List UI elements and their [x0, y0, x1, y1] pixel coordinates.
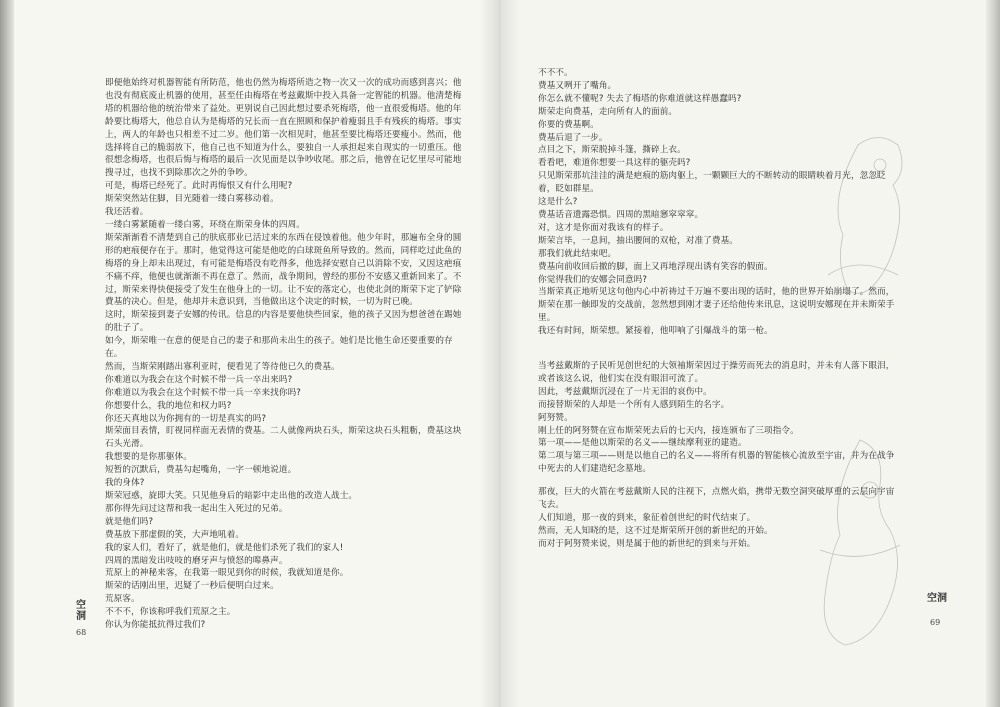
paragraph: 然而，无人知晓的是，这不过是斯荣所开创的新世纪的开始。	[538, 525, 773, 536]
paragraph: 然而，当斯荣刚踏出寡利亚时，便看见了等待他已久的费基。	[105, 361, 340, 372]
paragraph: 即便他始终对机器智能有所防范，他也仍然为梅塔所造之物一次又一次的成功而感到喜兴；他也没有彻底废止机器的使用，甚至任由梅塔在考兹戴斯中投入具备一定智能的机器。他清楚梅塔的机器给他的统治带来了益处。更别说自己因此想过要杀死梅塔，他一直很爱梅塔。他的年龄要比梅塔大，他总自认为是梅塔的兄长而一直在照顾和保护着瘦弱且手有残疾的梅塔。事实上，两人的年龄也只相差不过二岁。他们第一次相见时，他甚至要比梅塔还要瘦小。然而，他选择将自己的脆弱放下，他自己也不知道为什么，要独自一人承担起来自现实的一切重压。他很想念梅塔，也很后悔与梅塔的最后一次见面是以争吵收尾。那之后，他曾在记忆里尽可能地搜寻过，也找不到除那次之外的争吵。	[105, 78, 462, 179]
paragraph: 因此，考兹戴斯沉浸在了一片无泪的哀伤中。	[538, 386, 712, 397]
right-page-text-top	[538, 67, 898, 338]
paragraph: 可是，梅塔已经死了。此时再悔恨又有什么用呢?	[105, 181, 293, 192]
paragraph: 费基放下那虚假的笑，大声地吼着。	[105, 529, 245, 540]
page-number: 69	[930, 618, 941, 627]
paragraph: 费基向前收回后撤的脚，面上又再地浮现出诱有笑容的假面。	[538, 261, 773, 272]
paragraph: 你觉得我们的安娜会同意吗?	[538, 274, 647, 285]
paragraph: 阿努赞。	[538, 412, 573, 423]
paragraph: 我还有时间，斯荣想。紧接着，他叩响了引爆战斗的第一枪。	[538, 326, 773, 337]
paragraph-spacer	[538, 476, 900, 486]
paragraph: 斯荣的话刚出里，迟疑了一秒后便明白过来。	[105, 581, 279, 592]
paragraph: 你想要什么，我的地位和权力吗?	[105, 400, 232, 411]
book-gutter	[480, 0, 520, 707]
paragraph: 我还活着。	[105, 207, 149, 218]
side-title-tag: 空洞	[76, 600, 86, 622]
paragraph: 斯荣面目表情，盯视同样面无表情的费基。二人就像两块石头，斯荣这块石头粗粝，费基这块石头光滑。	[105, 426, 462, 450]
paragraph: 短暂的沉默后，费基勾起嘴角，一字一顿地说道。	[105, 465, 297, 476]
paragraph: 你要的费基啊。	[538, 119, 599, 130]
paragraph: 你难道以为我会在这个时候不带一兵一卒来找你吗?	[105, 387, 301, 398]
paragraph: 只见斯荣那坑洼洼的满是疤痕的筋肉躯上，一颗颗巨大的不断转动的眼睛映着月光，忽忽眨着，眨如群星。	[538, 171, 886, 195]
paragraph: 当斯荣真正地听见这句他内心中祈祷过千万遍不要出现的话时，他的世界开始崩塌了。然而，斯荣在那一触即发的交战前，忽然想到刚才妻子还给他传来讯息，这说明安娜现在并未斯荣手里。	[538, 287, 895, 324]
paragraph: 四周的黑暗发出吱吱的磨牙声与愤怒的嗥鼻声。	[105, 555, 288, 566]
paragraph: 你怎么就不懂呢? 失去了梅塔的你难道就这样愚蠢吗?	[538, 93, 742, 104]
paragraph: 你认为你能抵抗得过我们?	[105, 620, 206, 631]
paragraph: 我的家人们，看好了，就是他们，就是他们杀死了我们的家人!	[105, 542, 344, 553]
paragraph: 你还天真地以为你拥有的一切是真实的吗?	[105, 413, 267, 424]
paragraph: 荒原客。	[105, 594, 140, 605]
paragraph: 斯荣冠惑，旋即大笑。只见他身后的暗影中走出他的改造人战士。	[105, 491, 358, 501]
paragraph: 那你得先问过这帮和我一起出生入死过的兄弟。	[105, 503, 288, 514]
paragraph: 而接替斯荣的人却是一个所有人感到陌生的名字。	[538, 399, 730, 410]
paragraph: 斯荣突然站住脚，目光随着一缕白雾移动着。	[105, 194, 279, 205]
paragraph: 如今，斯荣唯一在意的便是自己的妻子和那尚未出生的孩子。她们是比他生命还要重要的存在。	[105, 336, 453, 360]
paragraph: 那我们就此结束吧。	[538, 248, 617, 259]
paragraph: 费基又咧开了嘴角。	[538, 80, 617, 91]
paragraph: 费基话音遗露恐惧。四周的黑暗窸窣窣窣。	[538, 209, 704, 220]
paragraph: 我的身体?	[105, 478, 145, 489]
left-page-text	[105, 77, 465, 632]
right-page-text-bottom	[538, 360, 900, 551]
paragraph: 点目之下，斯荣脱掉斗篷，撕碎上衣。	[538, 145, 686, 156]
paragraph: 荒原上的神秘来客，在我第一眼见到你的时候，我就知道是你。	[105, 568, 349, 579]
paragraph: 对，这才是你面对我该有的样子。	[538, 222, 669, 233]
paragraph: 第二项与第三项——则是以他自己的名义——将所有机器的智能核心流放至宇宙，并为在战争中死去的人们建造纪念墓地。	[538, 451, 895, 475]
page-number: 68	[76, 628, 87, 637]
paragraph: 第一项——是他以斯荣的名义——继续摩利亚的建造。	[538, 438, 747, 449]
left-page-edge	[0, 0, 14, 707]
paragraph: 你难道以为我会在这个时候不带一兵一卒出来吗?	[105, 374, 293, 385]
paragraph: 费基后退了一步。	[538, 132, 608, 143]
paragraph: 而对于阿努赞来说，则是属于他的新世纪的到来与开始。	[538, 538, 756, 549]
paragraph: 就是他们吗?	[105, 516, 154, 527]
paragraph: 刚上任的阿努赞在宣布斯荣死去后的七天内，接连颁布了三项指令。	[538, 425, 799, 436]
paragraph: 那夜，巨大的火箭在考兹戴斯人民的注视下，点燃火焰，携带无数空洞突破厚重的云层向宇宙飞去。	[538, 487, 895, 511]
paragraph: 斯荣走向费基，走向所有人的面前。	[538, 106, 678, 117]
paragraph: 我想要的是你那躯体。	[105, 452, 192, 463]
paragraph: 斯荣言毕，一息间，抽出腰间的双枪，对准了费基。	[538, 235, 738, 246]
paragraph: 这时，斯荣接到妻子安娜的传讯。信息的内容是要他快些回家，他的孩子又因为想爸爸在踢她的肚子了。	[105, 310, 462, 334]
paragraph: 不不不，你该称呼我们荒原之主。	[105, 607, 236, 618]
paragraph: 人们知道，那一夜的到来，象征着创世纪的时代结束了。	[538, 512, 756, 523]
paragraph: 不不不。	[538, 68, 573, 78]
right-page-edge	[986, 0, 1000, 707]
paragraph: 这是什么?	[538, 197, 578, 208]
paragraph: 斯荣渐渐看不清楚到自己的肤底那业已活过来的东西在侵蚀着他。他少年时，那遍布全身的圆形的疤痕便存在于。那时，他觉得这可能是他吃的白球斑鱼所导致的。然而，同样吃过此鱼的梅塔的身上却未出现过，有可能是梅塔没有吃得多，他选择安慰自己以消除不安，又因这疤痕不痛不痒，他便也就渐渐不再在意了。然而，战争期间，曾经的那份不安感又重新回来了。不过，斯荣来得快便接受了发生在他身上的一切。让不安的落定心，也使北剑的斯荣下定了铲除費基的决心。但是，他却并未意识到，当他做出这个决定的时候，一切为时已晚。	[105, 232, 462, 308]
side-title-tag: 空洞	[927, 593, 947, 604]
paragraph: 当考兹戴斯的子民听见创世纪的大领袖斯荣因过于操劳而死去的消息时，并未有人落下眼泪，或者该这么说，他们实在没有眼泪可流了。	[538, 361, 895, 384]
paragraph: 一缕白雾紧随着一缕白雾，环绕在斯荣身体的四周。	[105, 219, 305, 230]
paragraph: 看看吧，难道你想要一具这样的躯壳吗?	[538, 158, 691, 169]
